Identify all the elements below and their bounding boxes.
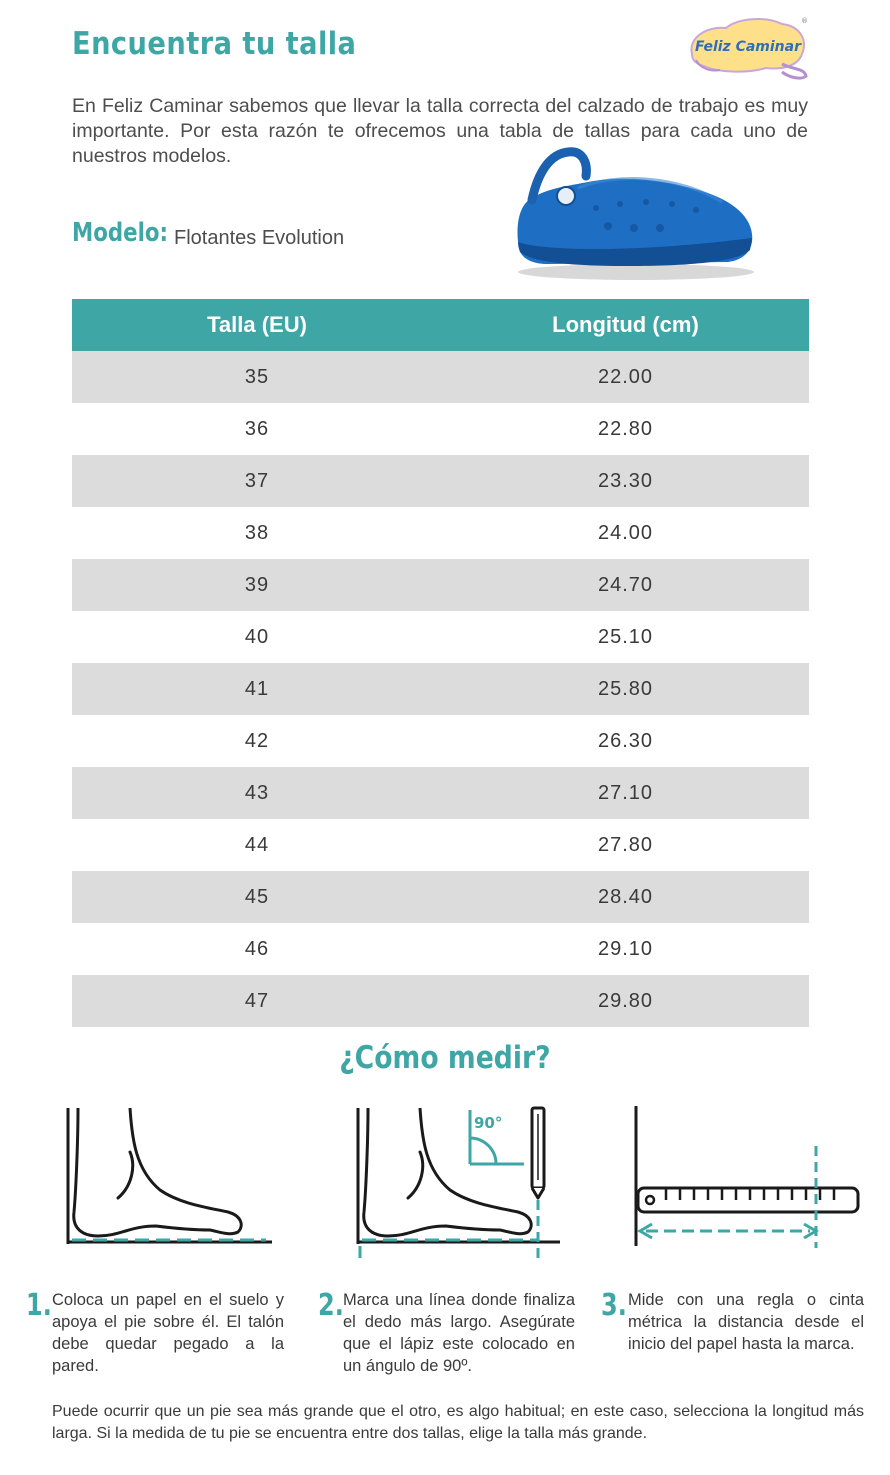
table-row (72, 923, 809, 975)
length-cell: 24.70 (442, 559, 809, 611)
model-value: Flotantes Evolution (174, 227, 345, 249)
size-cell: 47 (72, 975, 442, 1027)
svg-text:®: ® (801, 17, 808, 25)
size-cell: 43 (72, 767, 442, 819)
length-cell: 27.10 (442, 767, 809, 819)
size-cell: 40 (244, 625, 270, 648)
size-cell: 37 (72, 455, 442, 507)
length-cell: 22.80 (597, 417, 654, 440)
size-cell: 41 (72, 663, 442, 715)
table-row (72, 871, 809, 923)
size-cell: 46 (244, 937, 270, 960)
size-table (72, 299, 809, 1027)
table-row (72, 715, 809, 767)
model-label: Modelo: (72, 218, 169, 248)
size-cell: 36 (244, 417, 270, 440)
step-2-text: Marca una línea donde finaliza el dedo más largo. Asegúrate que el lápiz este colocado en un ángulo de 90º. (343, 1291, 575, 1375)
size-cell: 35 (72, 351, 442, 403)
length-cell: 29.10 (597, 937, 654, 960)
angle-label: 90° (474, 1114, 503, 1132)
length-cell: 25.10 (597, 625, 654, 648)
table-row (72, 351, 809, 403)
step-3-text: Mide con una regla o cinta métrica la distancia desde el inicio del papel hasta la marca. (628, 1291, 864, 1353)
size-cell: 44 (244, 833, 270, 856)
size-cell: 39 (72, 559, 442, 611)
step-2-number: 2. (318, 1288, 344, 1323)
step-3-number: 3. (601, 1288, 627, 1323)
step-1-number: 1. (26, 1288, 52, 1323)
foot-on-paper-icon (60, 1100, 280, 1250)
footnote: Puede ocurrir que un pie sea más grande que el otro, es algo habitual; en este caso, selecciona la longitud más larga. Si la medida de tu pie se encuentra entre dos tallas, elige la talla más grande. (52, 1403, 864, 1442)
table-row (72, 455, 809, 507)
table-row (72, 767, 809, 819)
table-row (72, 559, 809, 611)
length-cell: 25.80 (442, 663, 809, 715)
size-cell: 42 (244, 729, 270, 752)
feliz-caminar-logo (686, 14, 810, 82)
table-row (72, 403, 809, 455)
table-row (72, 507, 809, 559)
length-cell: 23.30 (442, 455, 809, 507)
logo-text: Feliz Caminar (694, 39, 802, 55)
table-row (72, 663, 809, 715)
column-header-length: Longitud (cm) (442, 299, 809, 351)
step-1-text: Coloca un papel en el suelo y apoya el pie sobre él. El talón debe quedar pegado a la pared. (52, 1291, 284, 1375)
table-row (72, 975, 809, 1027)
length-cell: 22.00 (442, 351, 809, 403)
size-cell: 38 (244, 521, 270, 544)
table-header-row (72, 299, 809, 351)
length-cell: 28.40 (442, 871, 809, 923)
howto-title: ¿Cómo medir? (339, 1040, 551, 1076)
intro-paragraph: En Feliz Caminar sabemos que llevar la talla correcta del calzado de trabajo es muy importante. Por esta razón te ofrecemos una tabla de tallas para cada uno de nuestros modelos. (72, 95, 808, 167)
foot-pencil-angle-icon (350, 1100, 570, 1260)
length-cell: 29.80 (442, 975, 809, 1027)
table-row (72, 611, 809, 663)
length-cell: 27.80 (597, 833, 654, 856)
product-shoe-image (508, 142, 758, 282)
length-cell: 26.30 (597, 729, 654, 752)
length-cell: 24.00 (597, 521, 654, 544)
column-header-size: Talla (EU) (72, 299, 442, 351)
table-row (72, 819, 809, 871)
ruler-measure-icon (628, 1100, 868, 1250)
size-cell: 45 (72, 871, 442, 923)
page-title: Encuentra tu talla (72, 26, 357, 62)
